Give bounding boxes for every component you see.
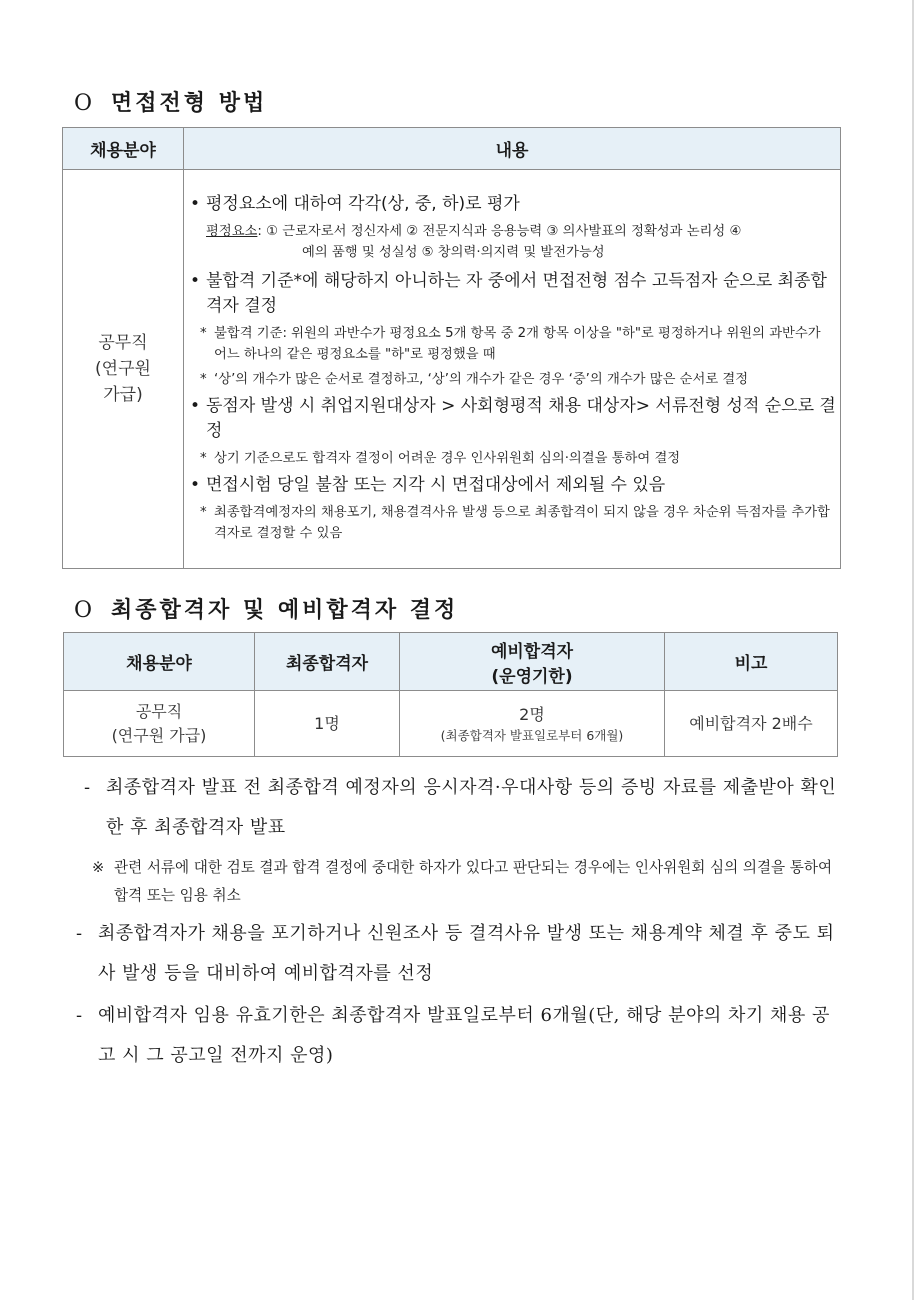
header-note: 비고 [665, 633, 838, 691]
interview-method-table [62, 127, 841, 569]
header-final: 최종합격자 [255, 633, 400, 691]
header-reserve [400, 633, 665, 691]
asterisk-marker: * [200, 451, 207, 466]
criteria-text: 불합격 기준*에 해당하지 아니하는 자 중에서 면접전형 점수 고득점자 순으로 최종합격자 결정 [206, 271, 827, 316]
table-row [63, 170, 841, 569]
dash-marker: - [76, 1005, 83, 1026]
reserve-count: 2명 [519, 704, 545, 724]
field-line: 가급) [103, 385, 143, 405]
page-edge-line [912, 0, 914, 1300]
final-decision-table [63, 632, 838, 757]
header-content: 내용 [184, 128, 841, 170]
evaluation-elements [206, 221, 836, 263]
bullet-marker: • [190, 271, 201, 291]
reserve-cell [400, 691, 665, 757]
field-line: 공무직 [98, 333, 148, 353]
bullet-marker: • [190, 396, 201, 416]
table-row [64, 691, 838, 757]
field-line: (연구원 가급) [111, 725, 207, 745]
asterisk-marker: * [200, 326, 207, 341]
criteria-item [190, 473, 836, 498]
criteria-subnote [190, 369, 836, 390]
content-cell [184, 170, 841, 569]
criteria-item [190, 192, 836, 217]
note-text: 관련 서류에 대한 검토 결과 합격 결정에 중대한 하자가 있다고 판단되는 경우에는 인사위원회 심의 의결을 통하여 합격 또는 임용 취소 [114, 859, 833, 904]
reference-note [84, 854, 844, 910]
evaluation-elements-line: : ① 근로자로서 정신자세 ② 전문지식과 응용능력 ③ 의사발표의 정확성과 논리성 ④ [257, 224, 742, 239]
section-title-final-decision [74, 593, 458, 624]
header-field: 채용분야 [63, 128, 184, 170]
bullet-marker: • [190, 475, 201, 495]
subnote-text: 불합격 기준: 위원의 과반수가 평정요소 5개 항목 중 2개 항목 이상을 "하"로 평정하거나 위원의 과반수가 어느 하나의 같은 평정요소를 "하"로 평정했을 때 [214, 326, 821, 362]
subnote-text: 상기 기준으로도 합격자 결정이 어려운 경우 인사위원회 심의·의결을 통하여 결정 [214, 451, 681, 466]
header-reserve-line: (운영기한) [491, 666, 573, 687]
criteria-item [190, 269, 836, 319]
field-cell [63, 170, 184, 569]
reference-marker: ※ [92, 859, 105, 876]
criteria-subnote [190, 323, 836, 365]
table-header-row [63, 128, 841, 170]
criteria-text: 평정요소에 대하여 각각(상, 중, 하)로 평가 [206, 194, 520, 214]
criteria-subnote [190, 502, 836, 544]
dash-marker: - [84, 777, 91, 798]
final-count-cell: 1명 [255, 691, 400, 757]
table-header-row [64, 633, 838, 691]
header-field: 채용분야 [64, 633, 255, 691]
evaluation-elements-line: 예의 품행 및 성실성 ⑤ 창의력·의지력 및 발전가능성 [302, 245, 605, 260]
section-bullet: O [74, 598, 96, 623]
subnote-text: ‘상’의 개수가 많은 순서로 결정하고, ‘상’의 개수가 같은 경우 ‘중’의 개수가 많은 순서로 결정 [214, 372, 749, 387]
header-reserve-line: 예비합격자 [490, 641, 574, 662]
note-item [76, 996, 844, 1076]
criteria-text: 면접시험 당일 불참 또는 지각 시 면접대상에서 제외될 수 있음 [206, 475, 666, 495]
note-text: 최종합격자가 채용을 포기하거나 신원조사 등 결격사유 발생 또는 채용계약 체결 후 중도 퇴사 발생 등을 대비하여 예비합격자를 선정 [98, 923, 835, 984]
evaluation-elements-label: 평정요소 [206, 224, 258, 239]
field-cell [64, 691, 255, 757]
note-text: 최종합격자 발표 전 최종합격 예정자의 응시자격·우대사항 등의 증빙 자료를 제출받아 확인한 후 최종합격자 발표 [106, 777, 837, 838]
note-item [84, 768, 844, 848]
subnote-text: 최종합격예정자의 채용포기, 채용결격사유 발생 등으로 최종합격이 되지 않을 경우 차순위 득점자를 추가합격자로 결정할 수 있음 [214, 505, 830, 541]
criteria-item [190, 394, 836, 444]
bullet-marker: • [190, 194, 201, 214]
asterisk-marker: * [200, 505, 207, 520]
section-title-text: 최종합격자 및 예비합격자 결정 [111, 597, 459, 623]
section-title-text: 면접전형 방법 [111, 90, 268, 116]
dash-marker: - [76, 923, 83, 944]
criteria-text: 동점자 발생 시 취업지원대상자 > 사회형평적 채용 대상자> 서류전형 성적 순으로 결정 [206, 396, 836, 441]
reserve-period: (최종합격자 발표일로부터 6개월) [440, 727, 624, 743]
section-bullet: O [74, 91, 96, 116]
field-line: 공무직 [135, 701, 183, 721]
asterisk-marker: * [200, 372, 207, 387]
section-title-interview-method [74, 86, 267, 117]
criteria-subnote [190, 448, 836, 469]
field-line: (연구원 [95, 359, 151, 379]
decision-notes [76, 768, 844, 1078]
note-item [76, 914, 844, 994]
note-text: 예비합격자 임용 유효기한은 최종합격자 발표일로부터 6개월(단, 해당 분야의 차기 채용 공고 시 그 공고일 전까지 운영) [98, 1005, 830, 1066]
note-cell: 예비합격자 2배수 [665, 691, 838, 757]
